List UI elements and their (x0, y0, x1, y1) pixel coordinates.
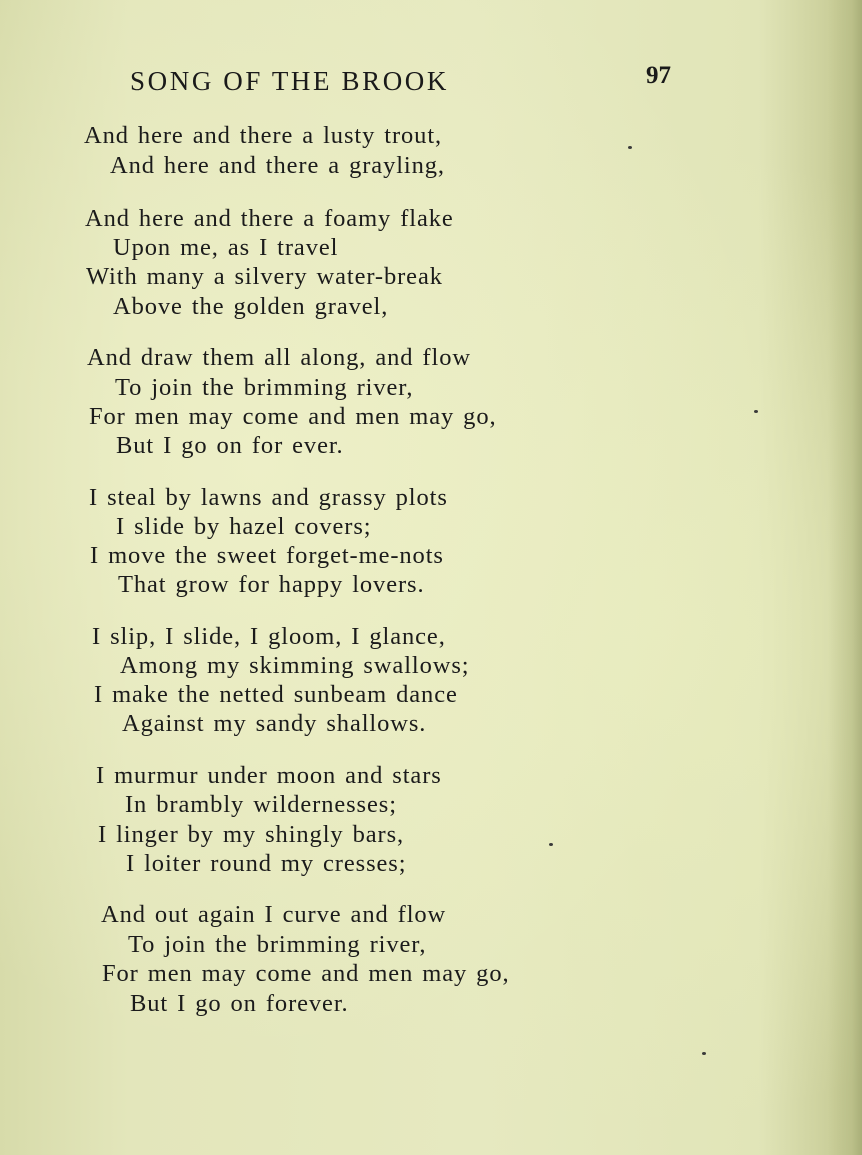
poem-line: I loiter round my cresses; (126, 850, 407, 877)
poem-line: And here and there a grayling, (110, 152, 445, 179)
poem-line: Above the golden gravel, (113, 293, 389, 320)
page-edge-shadow (828, 0, 862, 1155)
poem-line: For men may come and men may go, (89, 403, 497, 430)
poem-line: I move the sweet forget-me-nots (90, 542, 444, 569)
poem-line: I linger by my shingly bars, (98, 821, 405, 848)
paper-speck (702, 1052, 706, 1055)
poem-line: I slide by hazel covers; (116, 513, 372, 540)
poem-line: I steal by lawns and grassy plots (89, 484, 448, 511)
poem-line: In brambly wildernesses; (125, 791, 397, 818)
poem-line: To join the brimming river, (128, 931, 427, 958)
poem-line: And here and there a lusty trout, (84, 122, 443, 149)
page-number: 97 (646, 62, 671, 89)
poem-line: And here and there a foamy flake (85, 205, 454, 232)
paper-speck (754, 410, 758, 413)
poem-line: I slip, I slide, I gloom, I glance, (92, 623, 446, 650)
poem-line: For men may come and men may go, (102, 960, 510, 987)
poem-line: And draw them all along, and flow (87, 344, 471, 371)
poem-line: That grow for happy lovers. (118, 571, 425, 598)
poem-line: I make the netted sunbeam dance (94, 681, 458, 708)
poem-line: To join the brimming river, (115, 374, 414, 401)
poem-line: Among my skimming swallows; (120, 652, 470, 679)
running-title: SONG OF THE BROOK (130, 66, 449, 96)
paper-speck (628, 146, 632, 149)
poem-line: With many a silvery water-break (86, 263, 443, 290)
paper-speck (549, 843, 553, 846)
poem-line: And out again I curve and flow (101, 901, 447, 928)
poem-line: Against my sandy shallows. (122, 710, 427, 737)
poem-line: But I go on forever. (130, 990, 349, 1017)
poem-line: Upon me, as I travel (113, 234, 339, 261)
poem-line: But I go on for ever. (116, 432, 344, 459)
poem-line: I murmur under moon and stars (96, 762, 442, 789)
